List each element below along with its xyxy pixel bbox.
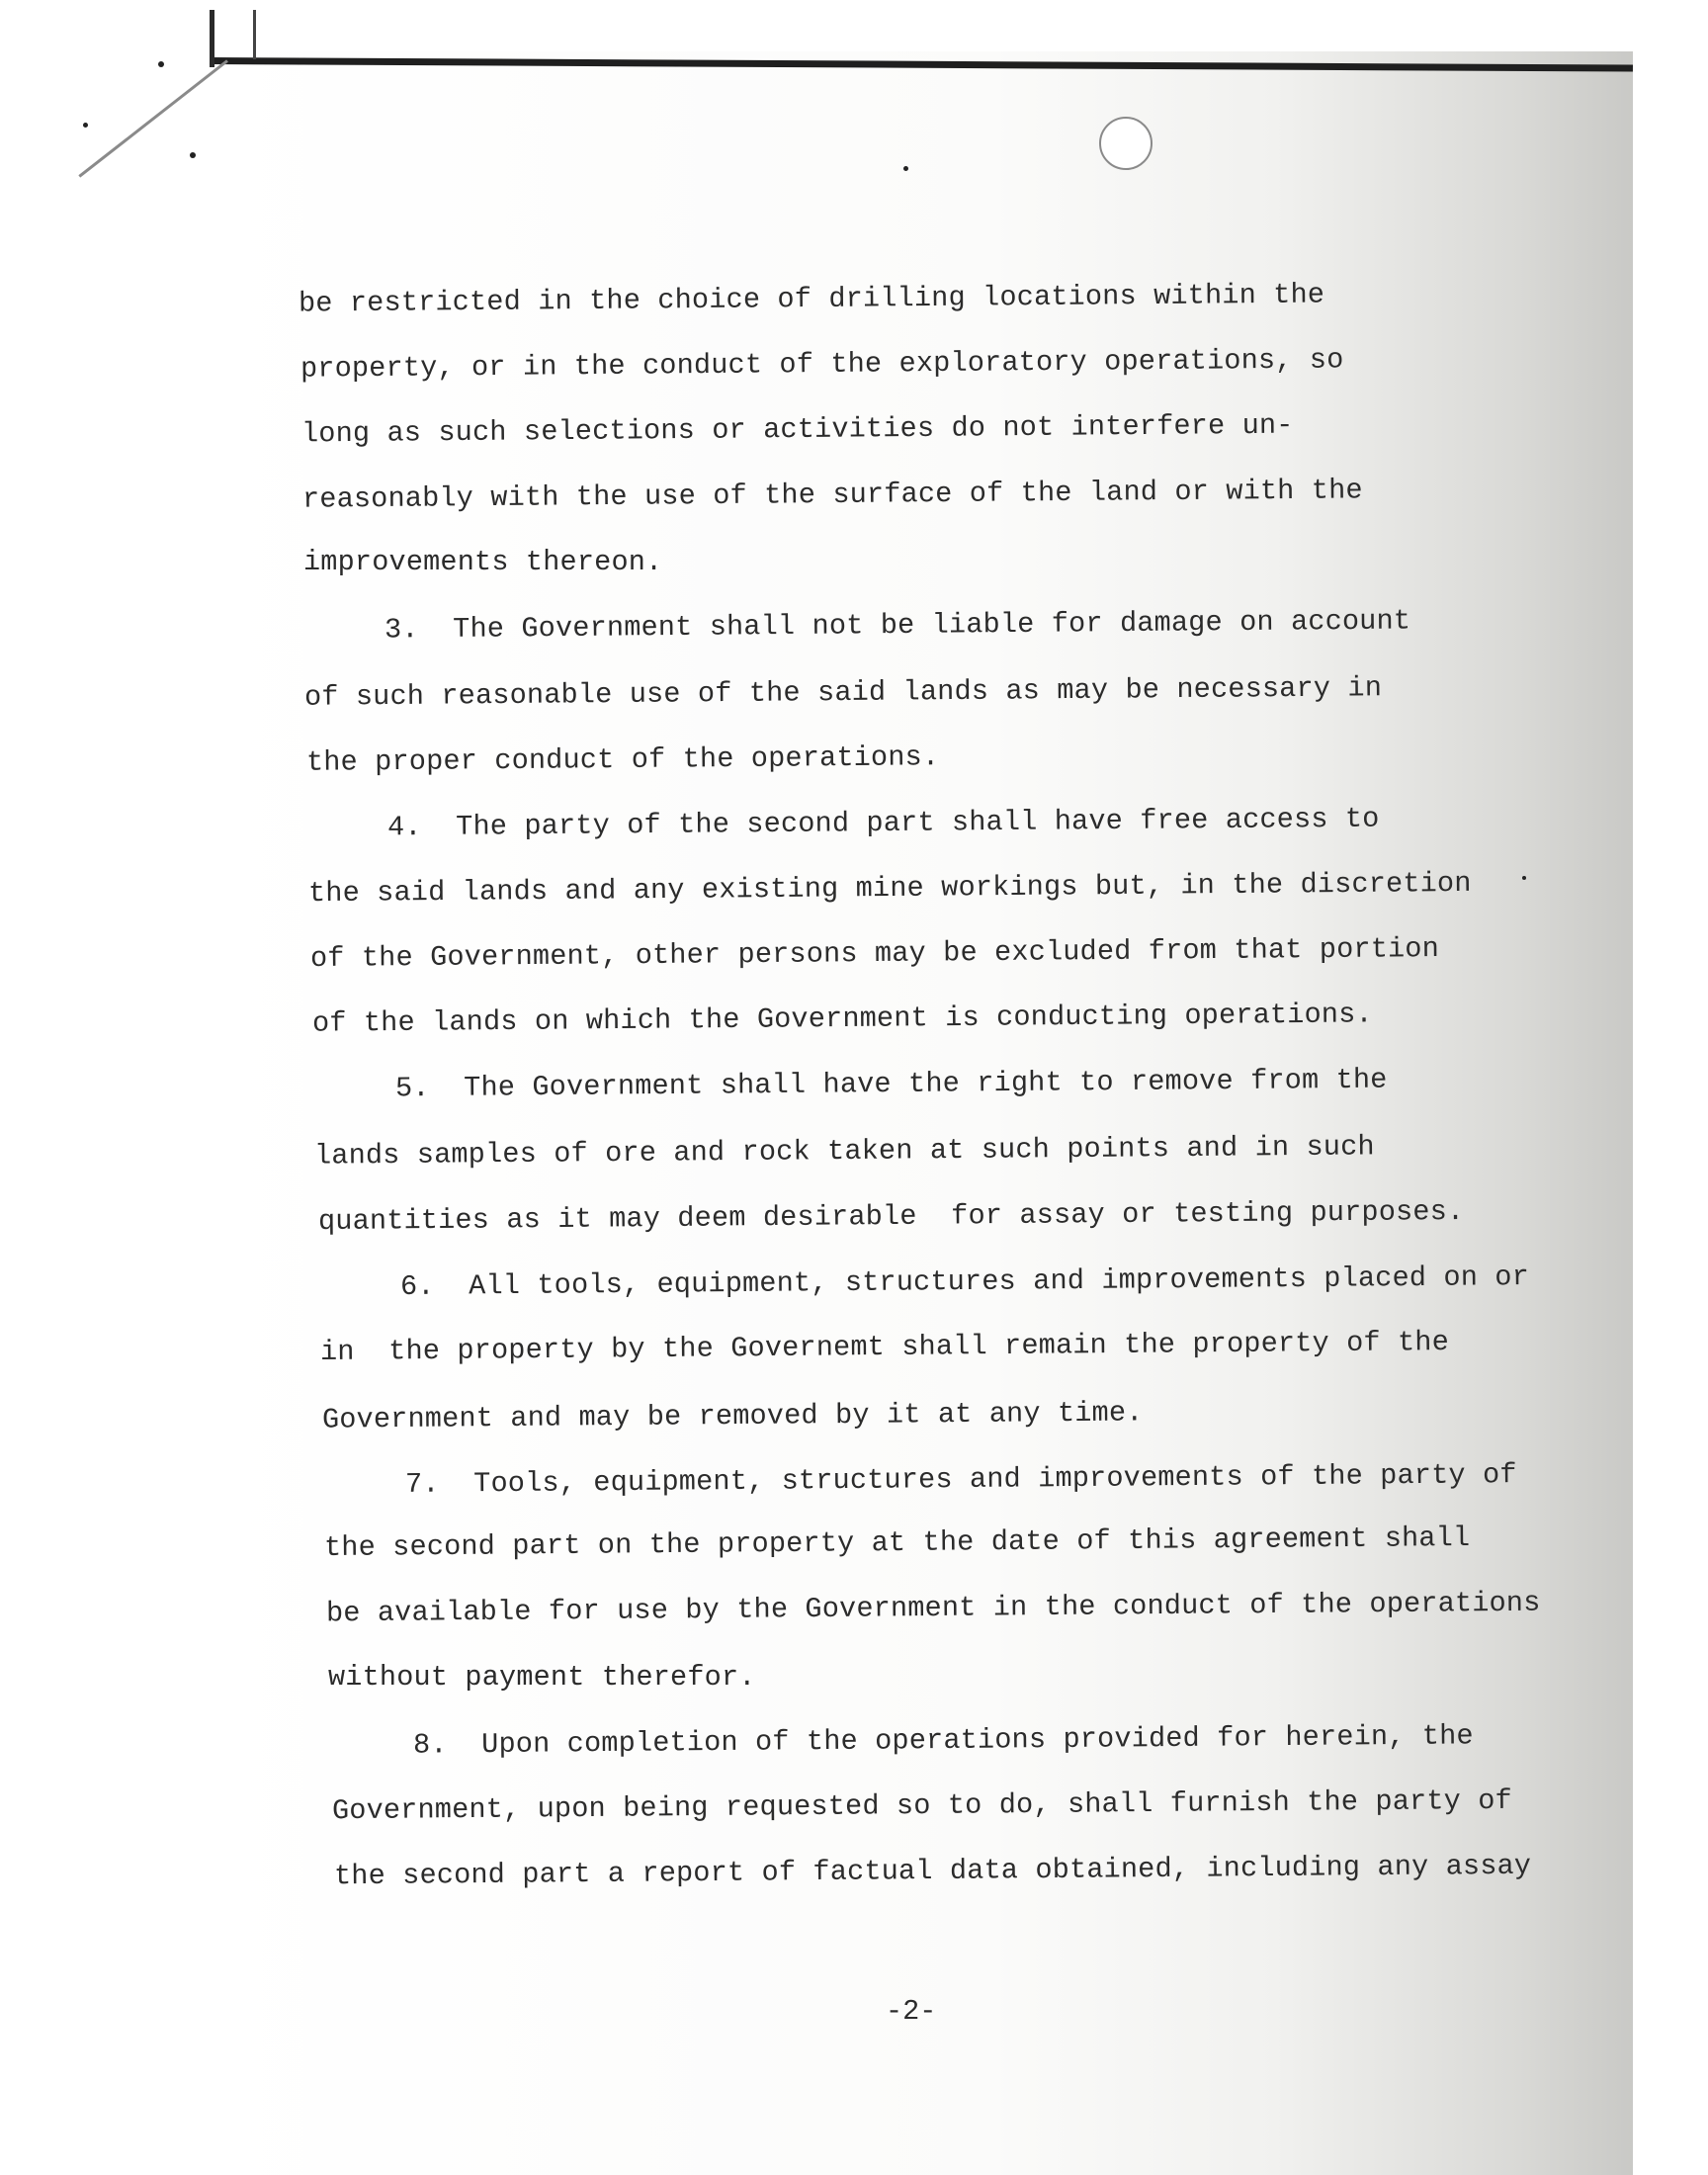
- text-line: quantities as it may deem desirable for assay or testing purposes.: [317, 1194, 1465, 1239]
- dust-speck: [903, 166, 908, 171]
- text-line: the proper conduct of the operations.: [305, 740, 940, 779]
- text-line: of the Government, other persons may be excluded from that portion: [309, 932, 1440, 975]
- text-line: of the lands on which the Government is conducting operations.: [311, 998, 1373, 1040]
- dust-speck: [158, 61, 164, 67]
- text-line: 8. Upon completion of the operations provided for herein, the: [412, 1719, 1474, 1762]
- paper-left-edge-inner: [253, 10, 256, 59]
- text-line: Government, upon being requested so to do, shall furnish the party of: [331, 1784, 1513, 1828]
- text-line: 3. The Government shall not be liable for damage on account: [384, 604, 1411, 647]
- text-line: Government and may be removed by it at any time.: [321, 1396, 1144, 1436]
- text-line: the said lands and any existing mine workings but, in the discretion: [307, 866, 1472, 911]
- hole-punch: [1099, 117, 1153, 170]
- text-line: be available for use by the Government in the conduct of the operations: [325, 1586, 1541, 1630]
- text-line: long as such selections or activities do not interfere un-: [300, 408, 1294, 451]
- text-line: be restricted in the choice of drilling locations within the: [298, 278, 1325, 320]
- text-line: in the property by the Governemt shall remain the property of the: [319, 1326, 1450, 1368]
- text-line: 5. The Government shall have the right to remove from the: [394, 1063, 1388, 1105]
- text-line: improvements thereon.: [303, 546, 663, 578]
- text-line: 7. Tools, equipment, structures and improvements of the party of: [404, 1458, 1517, 1501]
- text-line: the second part a report of factual data obtained, including any assay: [333, 1849, 1532, 1893]
- dust-speck: [83, 123, 88, 128]
- text-line: reasonably with the use of the surface of the land or with the: [301, 474, 1363, 516]
- text-line: lands samples of ore and rock taken at such points and in such: [313, 1130, 1375, 1173]
- page-number: -2-: [886, 1995, 937, 2028]
- text-line: of such reasonable use of the said lands as may be necessary in: [303, 671, 1383, 714]
- text-line: 6. All tools, equipment, structures and improvements placed on or: [399, 1261, 1530, 1303]
- dust-speck: [1522, 876, 1526, 880]
- text-line: the second part on the property at the date of this agreement shall: [323, 1521, 1471, 1565]
- text-line: without payment therefor.: [328, 1661, 756, 1694]
- paper-left-edge: [210, 10, 214, 67]
- corner-fold-mark: [78, 59, 228, 177]
- text-line: 4. The party of the second part shall have free access to: [386, 802, 1380, 844]
- dust-speck: [190, 152, 196, 158]
- text-line: property, or in the conduct of the exploratory operations, so: [299, 343, 1344, 386]
